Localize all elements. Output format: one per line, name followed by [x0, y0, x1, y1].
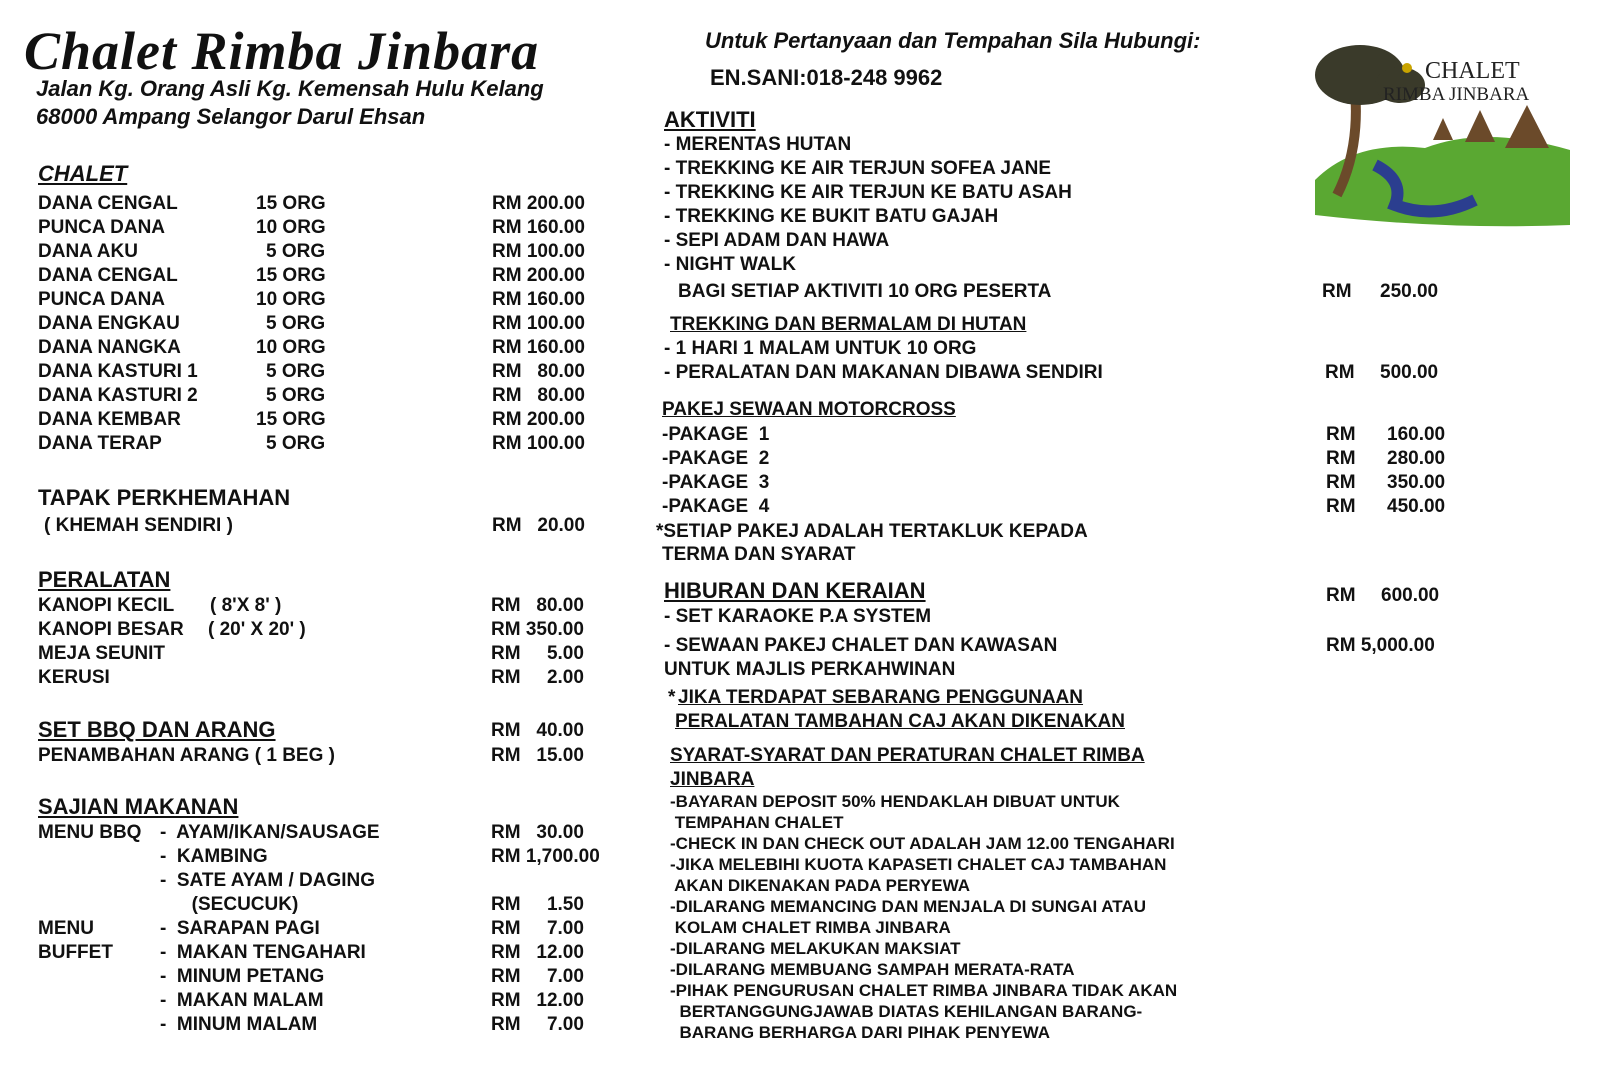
food-item: - KAMBING [160, 846, 268, 867]
chalet-name: DANA CENGAL [38, 265, 178, 286]
food-item: - MINUM PETANG [160, 966, 325, 987]
food-price: RM 12.00 [491, 990, 584, 1011]
motorcross-price: 450.00 [1387, 496, 1446, 517]
chalet-price: RM 200.00 [492, 409, 585, 430]
chalet-list [38, 192, 608, 456]
chalet-row [38, 312, 608, 336]
chalet-row [38, 264, 608, 288]
chalet-price: RM 200.00 [492, 265, 585, 286]
chalet-name: DANA TERAP [38, 433, 162, 454]
chalet-capacity: 15 ORG [256, 265, 326, 286]
overnight-line1-text: - 1 HARI 1 MALAM UNTUK 10 ORG [664, 338, 977, 359]
food-heading: SAJIAN MAKANAN [38, 794, 239, 819]
entertainment-heading: HIBURAN DAN KERAIAN [664, 578, 926, 603]
chalet-capacity: 10 ORG [256, 289, 326, 310]
address-line-1: Jalan Kg. Orang Asli Kg. Kemensah Hulu Kelang [36, 76, 544, 101]
bbq-price: RM 40.00 [491, 720, 584, 741]
terms-line: -PIHAK PENGURUSAN CHALET RIMBA JINBARA TIDAK AKAN [670, 981, 1178, 1000]
terms-line: AKAN DIKENAKAN PADA PERYEWA [670, 876, 971, 895]
chalet-row [38, 384, 608, 408]
camping-heading: TAPAK PERKHEMAHAN [38, 485, 291, 510]
food-price: RM 1.50 [491, 894, 584, 915]
camping-price: RM 20.00 [492, 515, 585, 536]
motorcross-rm: RM [1326, 472, 1356, 493]
chalet-name: DANA ENGKAU [38, 313, 180, 334]
equipment-name: KANOPI BESAR [38, 619, 184, 640]
terms-line: -DILARANG MEMANCING DAN MENJALA DI SUNGAI ATAU [670, 897, 1146, 916]
motorcross-row [662, 423, 1462, 447]
equipment-row [38, 594, 608, 618]
equipment-price: RM 5.00 [491, 643, 584, 664]
food-label: BUFFET [38, 942, 113, 963]
chalet-price: RM 160.00 [492, 289, 585, 310]
terms-heading-2-text: JINBARA [670, 769, 755, 790]
terms-heading-1-text: SYARAT-SYARAT DAN PERATURAN CHALET RIMBA [670, 745, 1145, 766]
karaoke-text: - SET KARAOKE P.A SYSTEM [664, 606, 932, 627]
chalet-name: DANA KASTURI 2 [38, 385, 198, 406]
overnight-price: 500.00 [1380, 362, 1439, 383]
food-price: RM 12.00 [491, 942, 584, 963]
food-row [38, 869, 618, 893]
food-row [38, 845, 618, 869]
chalet-name: PUNCA DANA [38, 289, 166, 310]
food-item: - AYAM/IKAN/SAUSAGE [160, 822, 380, 843]
chalet-capacity: 5 ORG [266, 361, 326, 382]
motorcross-row [662, 471, 1462, 495]
chalet-capacity: 5 ORG [266, 385, 326, 406]
activity-item: - SEPI ADAM DAN HAWA [664, 230, 890, 251]
contact-label: Untuk Pertanyaan dan Tempahan Sila Hubungi: [705, 28, 1201, 53]
food-item: - MAKAN TENGAHARI [160, 942, 366, 963]
food-price: RM 30.00 [491, 822, 584, 843]
chalet-row [38, 360, 608, 384]
activities-list [664, 133, 1072, 277]
equipment-size: ( 20' X 20' ) [208, 619, 306, 640]
chalet-name: PUNCA DANA [38, 217, 166, 238]
overnight-heading: TREKKING DAN BERMALAM DI HUTAN [670, 314, 1027, 335]
wedding-text-2: UNTUK MAJLIS PERKAHWINAN [664, 659, 956, 680]
contact-phone: EN.SANI:018-248 9962 [710, 65, 943, 90]
bbq-price-row [38, 719, 608, 743]
equipment-size: ( 8'X 8' ) [210, 595, 282, 616]
activities-heading: AKTIVITI [664, 107, 756, 132]
chalet-capacity: 5 ORG [266, 241, 326, 262]
motorcross-note2-text: TERMA DAN SYARAT [662, 544, 856, 565]
motorcross-package: -PAKAGE 4 [662, 496, 770, 517]
address-line-2: 68000 Ampang Selangor Darul Ehsan [36, 104, 426, 129]
overnight-price-rm: RM [1325, 362, 1355, 383]
equipment-price: RM 2.00 [491, 667, 584, 688]
chalet-capacity: 10 ORG [256, 337, 326, 358]
activity-item: - TREKKING KE AIR TERJUN KE BATU ASAH [664, 182, 1072, 203]
motorcross-package: -PAKAGE 1 [662, 424, 770, 445]
extra-charge-text-2: PERALATAN TAMBAHAN CAJ AKAN DIKENAKAN [675, 711, 1125, 732]
motorcross-row [662, 495, 1462, 519]
equipment-price: RM 350.00 [491, 619, 584, 640]
activity-item: - NIGHT WALK [664, 254, 796, 275]
food-price: RM 7.00 [491, 966, 584, 987]
extra-charge-star: * [668, 687, 676, 708]
entertainment-price-row [1326, 584, 1526, 608]
food-price: RM 1,700.00 [491, 846, 600, 867]
chalet-price: RM 200.00 [492, 193, 585, 214]
chalet-name: DANA AKU [38, 241, 138, 262]
terms-line: -DILARANG MEMBUANG SAMPAH MERATA-RATA [670, 960, 1075, 979]
chalet-capacity: 5 ORG [266, 313, 326, 334]
chalet-capacity: 5 ORG [266, 433, 326, 454]
camping-row [44, 514, 604, 538]
food-row [38, 893, 618, 917]
equipment-row [38, 618, 608, 642]
food-row [38, 821, 618, 845]
motorcross-list [662, 423, 1462, 519]
chalet-price: RM 100.00 [492, 433, 585, 454]
equipment-name: MEJA SEUNIT [38, 643, 166, 664]
chalet-capacity: 10 ORG [256, 217, 326, 238]
chalet-name: DANA KEMBAR [38, 409, 181, 430]
motorcross-rm: RM [1326, 424, 1356, 445]
terms-line: BARANG BERHARGA DARI PIHAK PENYEWA [670, 1023, 1051, 1042]
activity-item: - TREKKING KE AIR TERJUN SOFEA JANE [664, 158, 1052, 179]
motorcross-package: -PAKAGE 3 [662, 472, 770, 493]
equipment-list [38, 594, 608, 690]
terms-line: -JIKA MELEBIHI KUOTA KAPASETI CHALET CAJ TAMBAHAN [670, 855, 1167, 874]
equipment-price: RM 80.00 [491, 595, 584, 616]
chalet-row [38, 240, 608, 264]
activities-note-row [678, 280, 1478, 304]
chalet-row [38, 408, 608, 432]
wedding-price: RM 5,000.00 [1326, 635, 1435, 656]
motorcross-row [662, 447, 1462, 471]
motorcross-price: 280.00 [1387, 448, 1446, 469]
chalet-row [38, 216, 608, 240]
equipment-name: KANOPI KECIL [38, 595, 175, 616]
food-item: - SATE AYAM / DAGING [160, 870, 376, 891]
food-row [38, 941, 618, 965]
food-item: - SARAPAN PAGI [160, 918, 320, 939]
terms-line: BERTANGGUNGJAWAB DIATAS KEHILANGAN BARANG- [670, 1002, 1143, 1021]
chalet-row [38, 336, 608, 360]
chalet-capacity: 15 ORG [256, 409, 326, 430]
chalet-row [38, 192, 608, 216]
chalet-name: DANA CENGAL [38, 193, 178, 214]
equipment-row [38, 666, 608, 690]
activities-price: 250.00 [1380, 281, 1439, 302]
food-item: - MINUM MALAM [160, 1014, 318, 1035]
food-row [38, 917, 618, 941]
chalet-heading: CHALET [38, 161, 128, 186]
chalet-row [38, 288, 608, 312]
logo-text-line2: RIMBA JINBARA [1383, 84, 1530, 105]
logo [1315, 30, 1570, 230]
bbq-extra-row [38, 744, 608, 768]
terms-line: -DILARANG MELAKUKAN MAKSIAT [670, 939, 961, 958]
equipment-row [38, 642, 608, 666]
chalet-price: RM 160.00 [492, 217, 585, 238]
terms-line: -BAYARAN DEPOSIT 50% HENDAKLAH DIBUAT UNTUK [670, 792, 1120, 811]
wedding-text-1: - SEWAAN PAKEJ CHALET DAN KAWASAN [664, 635, 1058, 656]
chalet-name: DANA NANGKA [38, 337, 181, 358]
food-item: (SECUCUK) [160, 894, 299, 915]
motorcross-heading: PAKEJ SEWAAN MOTORCROSS [662, 399, 956, 420]
chalet-price: RM 100.00 [492, 313, 585, 334]
motorcross-note1-text: *SETIAP PAKEJ ADALAH TERTAKLUK KEPADA [656, 521, 1088, 542]
food-label: MENU [38, 918, 94, 939]
logo-text-line1: CHALET [1425, 58, 1520, 84]
bbq-extra: PENAMBAHAN ARANG ( 1 BEG ) [38, 745, 335, 766]
extra-charge-text-1: JIKA TERDAPAT SEBARANG PENGGUNAAN [678, 687, 1084, 708]
food-item: - MAKAN MALAM [160, 990, 324, 1011]
activities-price-rm: RM [1322, 281, 1352, 302]
terms-line: TEMPAHAN CHALET [670, 813, 844, 832]
bbq-heading: SET BBQ DAN ARANG [38, 717, 276, 742]
entertainment-price-rm: RM [1326, 585, 1356, 606]
bbq-extra-price: RM 15.00 [491, 745, 584, 766]
overnight-line2-row [664, 361, 1464, 385]
activity-item: - MERENTAS HUTAN [664, 134, 852, 155]
food-row [38, 965, 618, 989]
motorcross-price: 160.00 [1387, 424, 1446, 445]
motorcross-rm: RM [1326, 496, 1356, 517]
wedding-row [664, 634, 1464, 658]
equipment-name: KERUSI [38, 667, 110, 688]
terms-line: -CHECK IN DAN CHECK OUT ADALAH JAM 12.00 TENGAHARI [670, 834, 1175, 853]
activities-note: BAGI SETIAP AKTIVITI 10 ORG PESERTA [678, 281, 1052, 302]
chalet-price: RM 80.00 [492, 361, 585, 382]
overnight-line2: - PERALATAN DAN MAKANAN DIBAWA SENDIRI [664, 362, 1103, 383]
chalet-price: RM 100.00 [492, 241, 585, 262]
food-row [38, 1013, 618, 1037]
motorcross-package: -PAKAGE 2 [662, 448, 770, 469]
food-price: RM 7.00 [491, 918, 584, 939]
food-label: MENU BBQ [38, 822, 142, 843]
camping-item: ( KHEMAH SENDIRI ) [44, 515, 233, 536]
motorcross-price: 350.00 [1387, 472, 1446, 493]
equipment-heading: PERALATAN [38, 567, 171, 592]
chalet-name: DANA KASTURI 1 [38, 361, 198, 382]
chalet-row [38, 432, 608, 456]
terms-list [670, 791, 1177, 1043]
extra-charge-note-1 [668, 686, 1268, 710]
food-row [38, 989, 618, 1013]
entertainment-price: 600.00 [1381, 585, 1440, 606]
chalet-capacity: 15 ORG [256, 193, 326, 214]
activity-item: - TREKKING KE BUKIT BATU GAJAH [664, 206, 999, 227]
chalet-price: RM 80.00 [492, 385, 585, 406]
food-list [38, 821, 618, 1037]
page-title: Chalet Rimba Jinbara [24, 21, 540, 81]
terms-line: KOLAM CHALET RIMBA JINBARA [670, 918, 951, 937]
motorcross-rm: RM [1326, 448, 1356, 469]
chalet-price: RM 160.00 [492, 337, 585, 358]
food-price: RM 7.00 [491, 1014, 584, 1035]
